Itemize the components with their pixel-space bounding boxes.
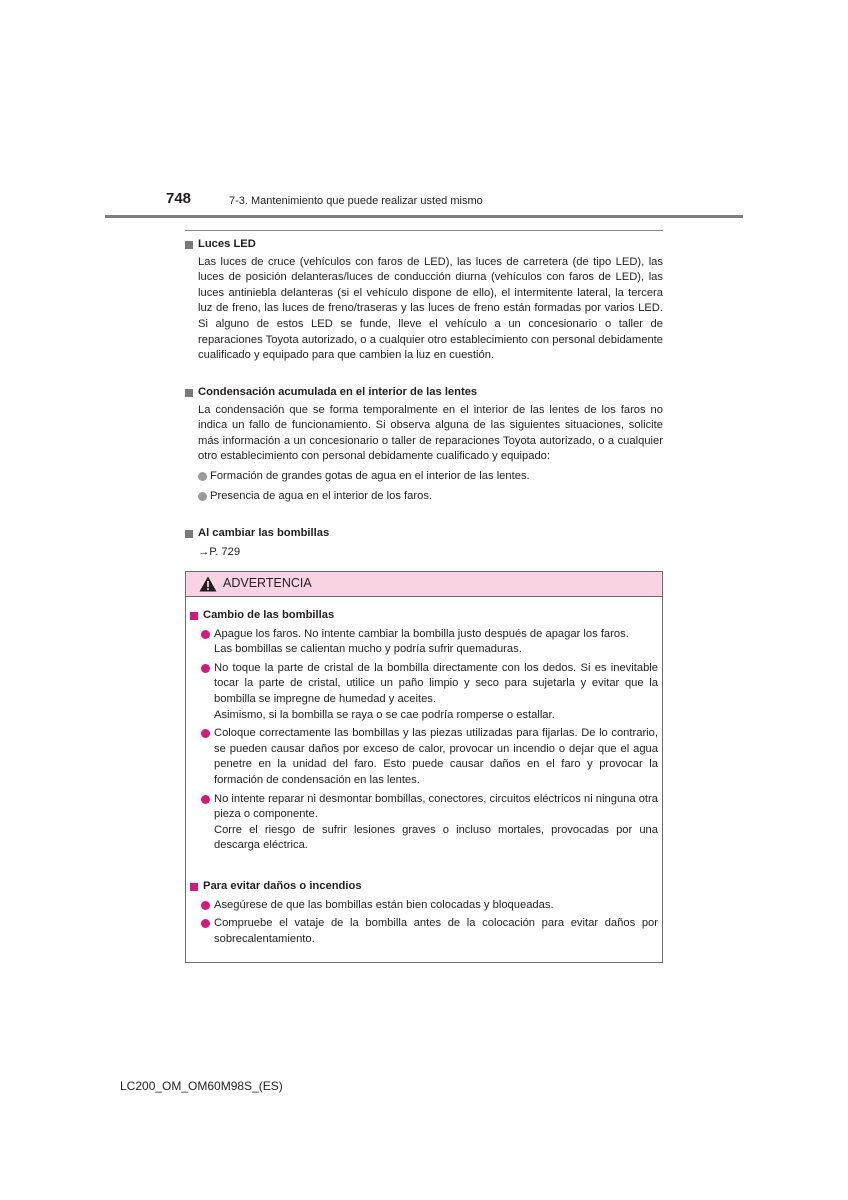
list-item: Apague los faros. No intente cambiar la bombilla justo después de apagar los faros. Las bombillas se calientan mucho y podría sufrir quemaduras.	[201, 627, 658, 658]
section-heading: Luces LED	[198, 238, 256, 250]
list-item: Presencia de agua en el interior de los faros.	[198, 489, 663, 505]
list-item: Compruebe el vataje de la bombilla antes de la colocación para evitar daños por sobrecalentamiento.	[201, 916, 658, 947]
warning-triangle-icon	[199, 576, 217, 592]
list-item: Coloque correctamente las bombillas y las piezas utilizadas para fijarlas. De lo contrario, se pueden causar daños por exceso de calor, provocar un incendio o dejar que el agua penetre en la unidad del faro. Esto puede causar daños en el faro y provocar la formación de condensación en las lentes.	[201, 726, 658, 788]
page-reference-link[interactable]: →P. 729	[198, 545, 241, 558]
list-item: Asegúrese de que las bombillas están bien colocadas y bloqueadas.	[201, 898, 658, 914]
footer-code: LC200_OM_OM60M98S_(ES)	[120, 1079, 283, 1093]
square-bullet-icon	[190, 612, 198, 620]
circle-bullet-icon	[201, 795, 210, 804]
square-bullet-icon	[185, 241, 193, 249]
content-rule	[185, 230, 663, 231]
circle-bullet-icon	[201, 630, 210, 639]
square-bullet-icon	[185, 389, 193, 397]
list-item: Formación de grandes gotas de agua en el interior de las lentes.	[198, 469, 663, 485]
section-luces-led	[185, 237, 663, 364]
list-item: No toque la parte de cristal de la bombilla directamente con los dedos. Si es inevitable tocar la parte de cristal, utilice un paño limpio y seco para sujetarla y evitar que la bombilla se impregne de humedad y aceites. Asimismo, si la bombilla se raya o se cae podría romperse o estallar.	[201, 661, 658, 723]
warning-group-title: Cambio de las bombillas	[203, 609, 335, 621]
section-heading: Al cambiar las bombillas	[198, 527, 330, 539]
circle-bullet-icon	[201, 919, 210, 928]
circle-bullet-icon	[201, 729, 210, 738]
warning-group-cambio	[190, 608, 658, 854]
section-cambiar-bombillas	[185, 526, 663, 560]
page-number: 748	[166, 190, 192, 207]
warning-group-title: Para evitar daños o incendios	[203, 880, 362, 892]
warning-header	[186, 572, 662, 597]
circle-bullet-icon	[201, 664, 210, 673]
section-body: La condensación que se forma temporalmente en el interior de las lentes de los faros no indica un fallo de funcionamiento. Si observa alguna de las siguientes situaciones, solicite más información a un concesionario o taller de reparaciones Toyota autorizado, o a cualquier otro establecimiento con personal debidamente cualificado y equipado:	[198, 403, 663, 463]
circle-bullet-icon	[198, 492, 207, 501]
square-bullet-icon	[190, 883, 198, 891]
warning-box	[185, 571, 663, 963]
section-condensacion	[185, 385, 663, 504]
square-bullet-icon	[185, 530, 193, 538]
warning-group-evitar	[190, 879, 658, 947]
circle-bullet-icon	[201, 901, 210, 910]
header-rule	[105, 215, 743, 218]
list-item: No intente reparar ni desmontar bombillas, conectores, circuitos eléctricos ni ninguna otra pieza o componente. Corre el riesgo de sufrir lesiones graves o incluso mortales, provocadas por una descarga eléctrica.	[201, 792, 658, 854]
section-heading: Condensación acumulada en el interior de las lentes	[198, 386, 478, 398]
warning-title: ADVERTENCIA	[223, 576, 312, 590]
section-body: Las luces de cruce (vehículos con faros de LED), las luces de carretera (de tipo LED), las luces de posición delanteras/luces de conducción diurna (vehículos con faros de LED), las luces antiniebla delanteras (si el vehículo dispone de ello), el intermitente lateral, la tercera luz de freno, las luces de freno/traseras y las luces de freno están formadas por varios LED. Si alguno de estos LED se funde, lleve el vehículo a un concesionario o taller de reparaciones Toyota autorizado, o a cualquier otro establecimiento con personal debidamente cualificado y equipado para que cambien la luz en cuestión.	[198, 255, 663, 362]
section-title: 7-3. Mantenimiento que puede realizar usted mismo	[229, 195, 483, 207]
circle-bullet-icon	[198, 472, 207, 481]
